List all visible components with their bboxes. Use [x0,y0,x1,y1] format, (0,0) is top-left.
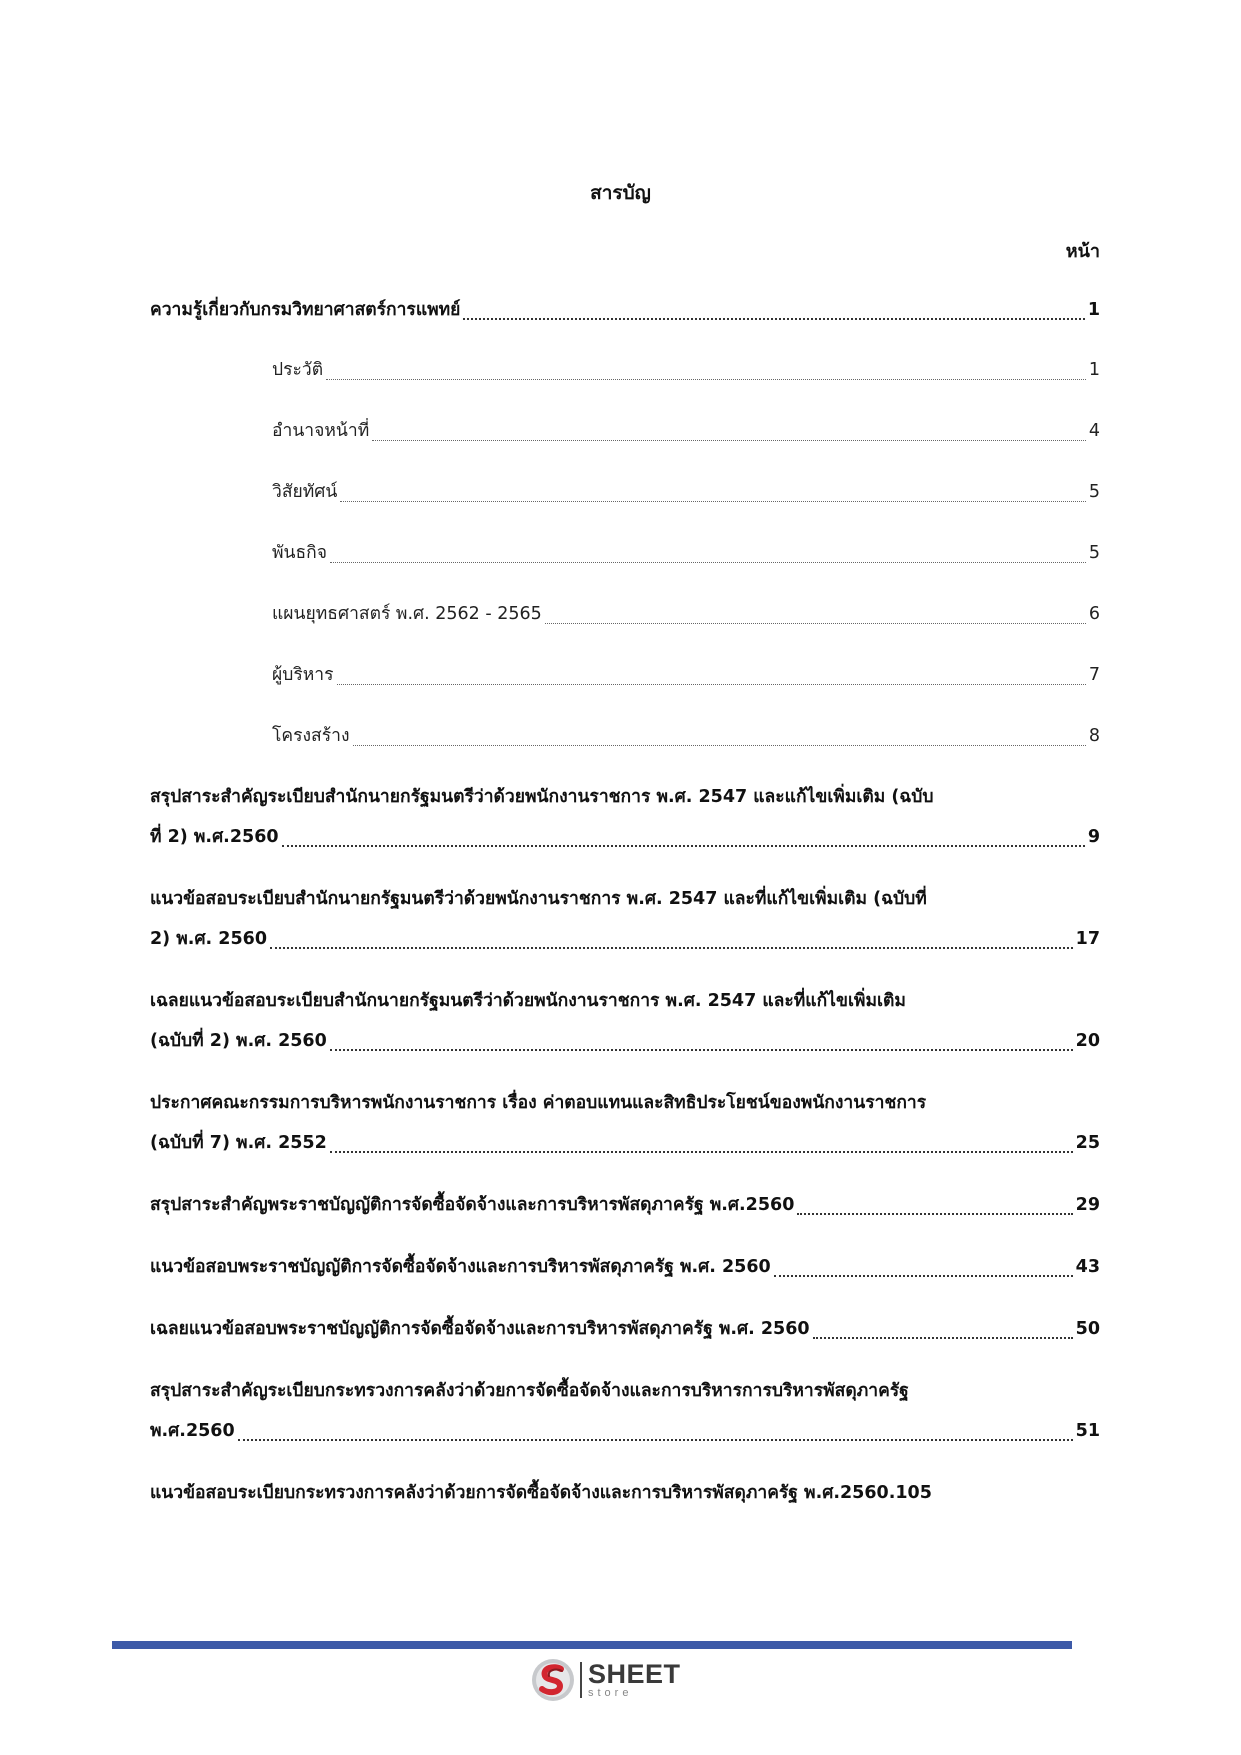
logo-subtext: store [588,1687,633,1699]
dot-leader [330,1150,1073,1153]
dot-leader [545,622,1086,624]
toc-entry-sub[interactable] [150,350,1100,390]
toc-entry-main[interactable] [150,1247,1100,1287]
dot-leader [326,378,1086,380]
toc-entry-page: 50 [1075,1319,1100,1339]
toc-entry-main[interactable] [150,981,1100,1061]
toc-entry-page: 4 [1088,421,1100,441]
toc-entry-text: อำนาจหน้าที่ [272,421,370,441]
toc-entry-page: 1 [1087,300,1100,320]
toc-entry-page: 20 [1075,1031,1100,1051]
toc-entry-text: วิสัยทัศน์ [272,482,338,502]
toc-entry-main[interactable] [150,879,1100,959]
toc-entry-main[interactable] [150,1309,1100,1349]
toc-entry-page: 5 [1088,543,1100,563]
dot-leader [372,439,1086,441]
toc-entry-text: พันธกิจ [272,543,328,563]
toc-entry-page: 105 [895,1483,932,1503]
table-of-contents [150,290,1100,1535]
page-column-label: หน้า [1065,241,1100,262]
toc-entry-text: ประวัติ [272,360,324,380]
toc-entry-text: แนวข้อสอบพระราชบัญญัติการจัดซื้อจัดจ้างและการบริหารพัสดุภาครัฐ พ.ศ. 2560 [150,1257,771,1277]
toc-entry-text: แผนยุทธศาสตร์ พ.ศ. 2562 - 2565 [272,604,542,624]
logo-divider [580,1662,582,1698]
toc-entry-page: 8 [1088,726,1100,746]
dot-leader [330,561,1086,563]
dot-leader [238,1438,1073,1441]
dot-leader [353,744,1086,746]
toc-entry-text: ผู้บริหาร [272,665,334,685]
page-title: สารบัญ [590,182,651,204]
toc-entry-text-line1: สรุปสาระสำคัญระเบียบสำนักนายกรัฐมนตรีว่าด้วยพนักงานราชการ พ.ศ. 2547 และแก้ไขเพิ่มเติม (ฉบับ [150,787,934,807]
toc-entry-main[interactable] [150,777,1100,857]
toc-entry-text-line1: แนวข้อสอบระเบียบสำนักนายกรัฐมนตรีว่าด้วยพนักงานราชการ พ.ศ. 2547 และที่แก้ไขเพิ่มเติม (ฉบับที่ [150,889,927,909]
toc-entry-page: 17 [1075,929,1100,949]
toc-entry-sub[interactable] [150,716,1100,756]
dot-leader [330,1048,1073,1051]
toc-entry-text-line2: (ฉบับที่ 7) พ.ศ. 2552 [150,1133,327,1153]
toc-entry-main[interactable] [150,1083,1100,1163]
toc-entry-page: 25 [1075,1133,1100,1153]
toc-entry-main[interactable] [150,1473,1100,1513]
toc-entry-sub[interactable] [150,594,1100,634]
toc-entry-text: เฉลยแนวข้อสอบพระราชบัญญัติการจัดซื้อจัดจ้างและการบริหารพัสดุภาครัฐ พ.ศ. 2560 [150,1319,810,1339]
toc-entry-main[interactable] [150,290,1100,330]
toc-entry-page: 43 [1075,1257,1100,1277]
dot-leader [797,1212,1072,1215]
dot-leader [270,946,1073,949]
toc-entry-main[interactable] [150,1185,1100,1225]
toc-entry-text: แนวข้อสอบระเบียบกระทรวงการคลังว่าด้วยการจัดซื้อจัดจ้างและการบริหารพัสดุภาครัฐ พ.ศ.2560. [150,1483,896,1503]
toc-entry-page: 29 [1075,1195,1100,1215]
toc-entry-text-line1: ประกาศคณะกรรมการบริหารพนักงานราชการ เรื่อง ค่าตอบแทนและสิทธิประโยชน์ของพนักงานราชการ [150,1093,927,1113]
toc-entry-sub[interactable] [150,655,1100,695]
toc-entry-text-line2: พ.ศ.2560 [150,1421,235,1441]
toc-entry-text: ความรู้เกี่ยวกับกรมวิทยาศาสตร์การแพทย์ [150,300,461,320]
dot-leader [813,1336,1073,1339]
dot-leader [463,317,1084,320]
toc-entry-page: 9 [1087,827,1100,847]
toc-entry-page: 6 [1088,604,1100,624]
toc-entry-page: 7 [1088,665,1100,685]
toc-entry-text-line1: สรุปสาระสำคัญระเบียบกระทรวงการคลังว่าด้วยการจัดซื้อจัดจ้างและการบริหารการบริหารพัสดุภาครัฐ [150,1381,909,1401]
sheet-store-logo [530,1657,681,1703]
toc-entry-sub[interactable] [150,411,1100,451]
toc-entry-text-line2: (ฉบับที่ 2) พ.ศ. 2560 [150,1031,327,1051]
dot-leader [774,1274,1073,1277]
toc-entry-text-line2: 2) พ.ศ. 2560 [150,929,268,949]
footer-bar [112,1641,1072,1649]
toc-entry-page: 1 [1088,360,1100,380]
dot-leader [340,500,1085,502]
sheet-store-logo-icon [530,1657,576,1703]
toc-entry-text: โครงสร้าง [272,726,350,746]
dot-leader [282,844,1085,847]
toc-entry-sub[interactable] [150,533,1100,573]
dot-leader [337,683,1086,685]
toc-entry-page: 5 [1088,482,1100,502]
toc-entry-sub[interactable] [150,472,1100,512]
logo-wordmark: SHEET [588,1659,681,1689]
toc-entry-text: สรุปสาระสำคัญพระราชบัญญัติการจัดซื้อจัดจ้างและการบริหารพัสดุภาครัฐ พ.ศ.2560 [150,1195,795,1215]
toc-entry-page: 51 [1075,1421,1100,1441]
toc-entry-main[interactable] [150,1371,1100,1451]
toc-entry-text-line1: เฉลยแนวข้อสอบระเบียบสำนักนายกรัฐมนตรีว่าด้วยพนักงานราชการ พ.ศ. 2547 และที่แก้ไขเพิ่มเติม [150,991,906,1011]
toc-entry-text-line2: ที่ 2) พ.ศ.2560 [150,827,279,847]
